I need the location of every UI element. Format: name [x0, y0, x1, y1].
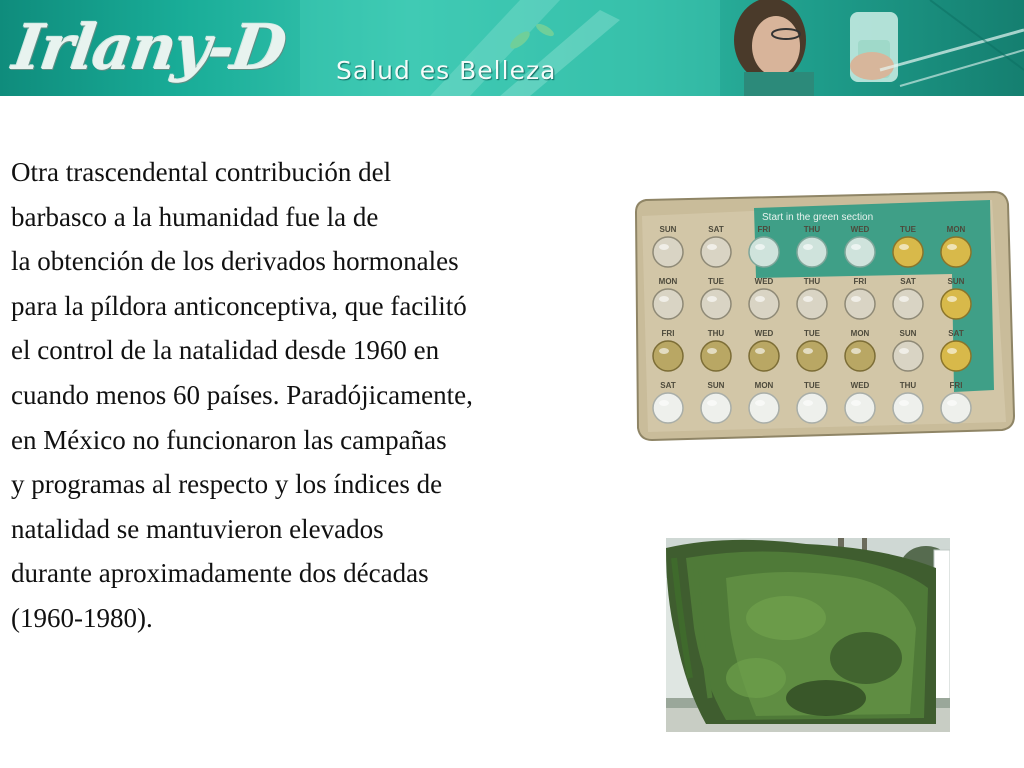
- pill: [893, 341, 923, 371]
- pill-highlight: [707, 244, 717, 250]
- pill: [893, 289, 923, 319]
- pill-highlight: [707, 296, 717, 302]
- pill-day-label: SUN: [899, 329, 917, 338]
- pill-highlight: [899, 348, 909, 354]
- pill: [653, 289, 683, 319]
- pill-day-label: SAT: [708, 225, 724, 234]
- pill-day-label: FRI: [949, 381, 963, 390]
- pill: [941, 237, 971, 267]
- pill-highlight: [659, 296, 669, 302]
- paragraph-line: el control de la natalidad desde 1960 en: [11, 335, 440, 366]
- main-paragraph: [11, 150, 611, 641]
- pill-day-label: FRI: [853, 277, 867, 286]
- pill: [653, 393, 683, 423]
- pill-highlight: [803, 296, 813, 302]
- pill-day-label: MON: [850, 329, 870, 338]
- pill: [797, 393, 827, 423]
- pill: [797, 289, 827, 319]
- pill-highlight: [899, 296, 909, 302]
- plant-image: [666, 538, 950, 732]
- pill-highlight: [947, 244, 957, 250]
- pill: [893, 237, 923, 267]
- pill: [845, 237, 875, 267]
- pill: [701, 393, 731, 423]
- pill-highlight: [851, 400, 861, 406]
- pill-highlight: [851, 296, 861, 302]
- pill: [749, 341, 779, 371]
- brand-logo: Irlany-D: [8, 11, 290, 84]
- pill: [653, 237, 683, 267]
- pill-highlight: [947, 348, 957, 354]
- pill-pack-photo: [622, 178, 1024, 462]
- pill-day-label: TUE: [804, 381, 820, 390]
- pill-highlight: [755, 244, 765, 250]
- pill-highlight: [851, 244, 861, 250]
- pill-day-label: MON: [754, 381, 774, 390]
- pill-day-label: TUE: [804, 329, 820, 338]
- pill-day-label: SAT: [660, 381, 676, 390]
- pill-highlight: [755, 348, 765, 354]
- pill: [845, 393, 875, 423]
- pill-day-label: SAT: [900, 277, 916, 286]
- barbasco-plant-photo: [666, 538, 950, 732]
- pack-instruction-text: Start in the green section: [762, 212, 874, 223]
- pill-highlight: [899, 400, 909, 406]
- pill-day-label: THU: [803, 277, 821, 286]
- pill-highlight: [707, 348, 717, 354]
- pill-highlight: [947, 400, 957, 406]
- pill: [701, 341, 731, 371]
- pill-highlight: [707, 400, 717, 406]
- paragraph-line: para la píldora anticonceptiva, que facilitó: [11, 290, 467, 321]
- pill: [941, 393, 971, 423]
- pill: [701, 237, 731, 267]
- flask-icon: [850, 12, 898, 82]
- pill-day-label: TUE: [708, 277, 724, 286]
- pill-day-label: WED: [754, 329, 774, 338]
- pill-day-label: FRI: [661, 329, 675, 338]
- pill: [845, 341, 875, 371]
- paragraph-line: durante aproximadamente dos décadas: [11, 558, 429, 589]
- pill-day-label: SUN: [947, 277, 965, 286]
- pill-highlight: [899, 244, 909, 250]
- pill-highlight: [803, 400, 813, 406]
- pill-day-label: WED: [754, 277, 774, 286]
- pill-day-label: SAT: [948, 329, 964, 338]
- pill-highlight: [803, 348, 813, 354]
- pill-day-label: TUE: [900, 225, 916, 234]
- paragraph-line: natalidad se mantuvieron elevados: [11, 513, 384, 544]
- pill-highlight: [851, 348, 861, 354]
- pill-day-label: FRI: [757, 225, 771, 234]
- pill: [845, 289, 875, 319]
- pill: [941, 341, 971, 371]
- pill-highlight: [659, 400, 669, 406]
- header-banner: [0, 0, 1024, 96]
- pill-day-label: MON: [658, 277, 678, 286]
- pill-pack-image: [622, 178, 1024, 462]
- pill-highlight: [803, 244, 813, 250]
- paragraph-line: y programas al respecto y los índices de: [11, 469, 443, 500]
- pill-day-label: SUN: [707, 381, 725, 390]
- pill-highlight: [659, 348, 669, 354]
- pill-highlight: [755, 400, 765, 406]
- pill: [749, 289, 779, 319]
- pill-highlight: [659, 244, 669, 250]
- pill-day-label: WED: [850, 381, 870, 390]
- pill: [893, 393, 923, 423]
- pill-highlight: [755, 296, 765, 302]
- pill: [653, 341, 683, 371]
- brand-tagline: Salud es Belleza: [336, 56, 557, 85]
- paragraph-line: en México no funcionaron las campañas: [11, 424, 447, 455]
- pill: [749, 237, 779, 267]
- pill-day-label: SUN: [659, 225, 677, 234]
- paragraph-line: la obtención de los derivados hormonales: [11, 246, 459, 277]
- pill-day-label: THU: [899, 381, 917, 390]
- pill: [941, 289, 971, 319]
- pill-day-label: WED: [850, 225, 870, 234]
- paragraph-line: (1960-1980).: [11, 602, 153, 633]
- paragraph-line: cuando menos 60 países. Paradójicamente,: [11, 379, 473, 410]
- paragraph-line: barbasco a la humanidad fue la de: [11, 201, 379, 232]
- scientist-figure: [734, 0, 814, 96]
- pill: [797, 341, 827, 371]
- pill-day-label: THU: [803, 225, 821, 234]
- pill-day-label: MON: [946, 225, 966, 234]
- paragraph-line: Otra trascendental contribución del: [11, 157, 392, 187]
- pill-day-label: THU: [707, 329, 725, 338]
- pill-highlight: [947, 296, 957, 302]
- pill: [749, 393, 779, 423]
- pill: [797, 237, 827, 267]
- pill: [701, 289, 731, 319]
